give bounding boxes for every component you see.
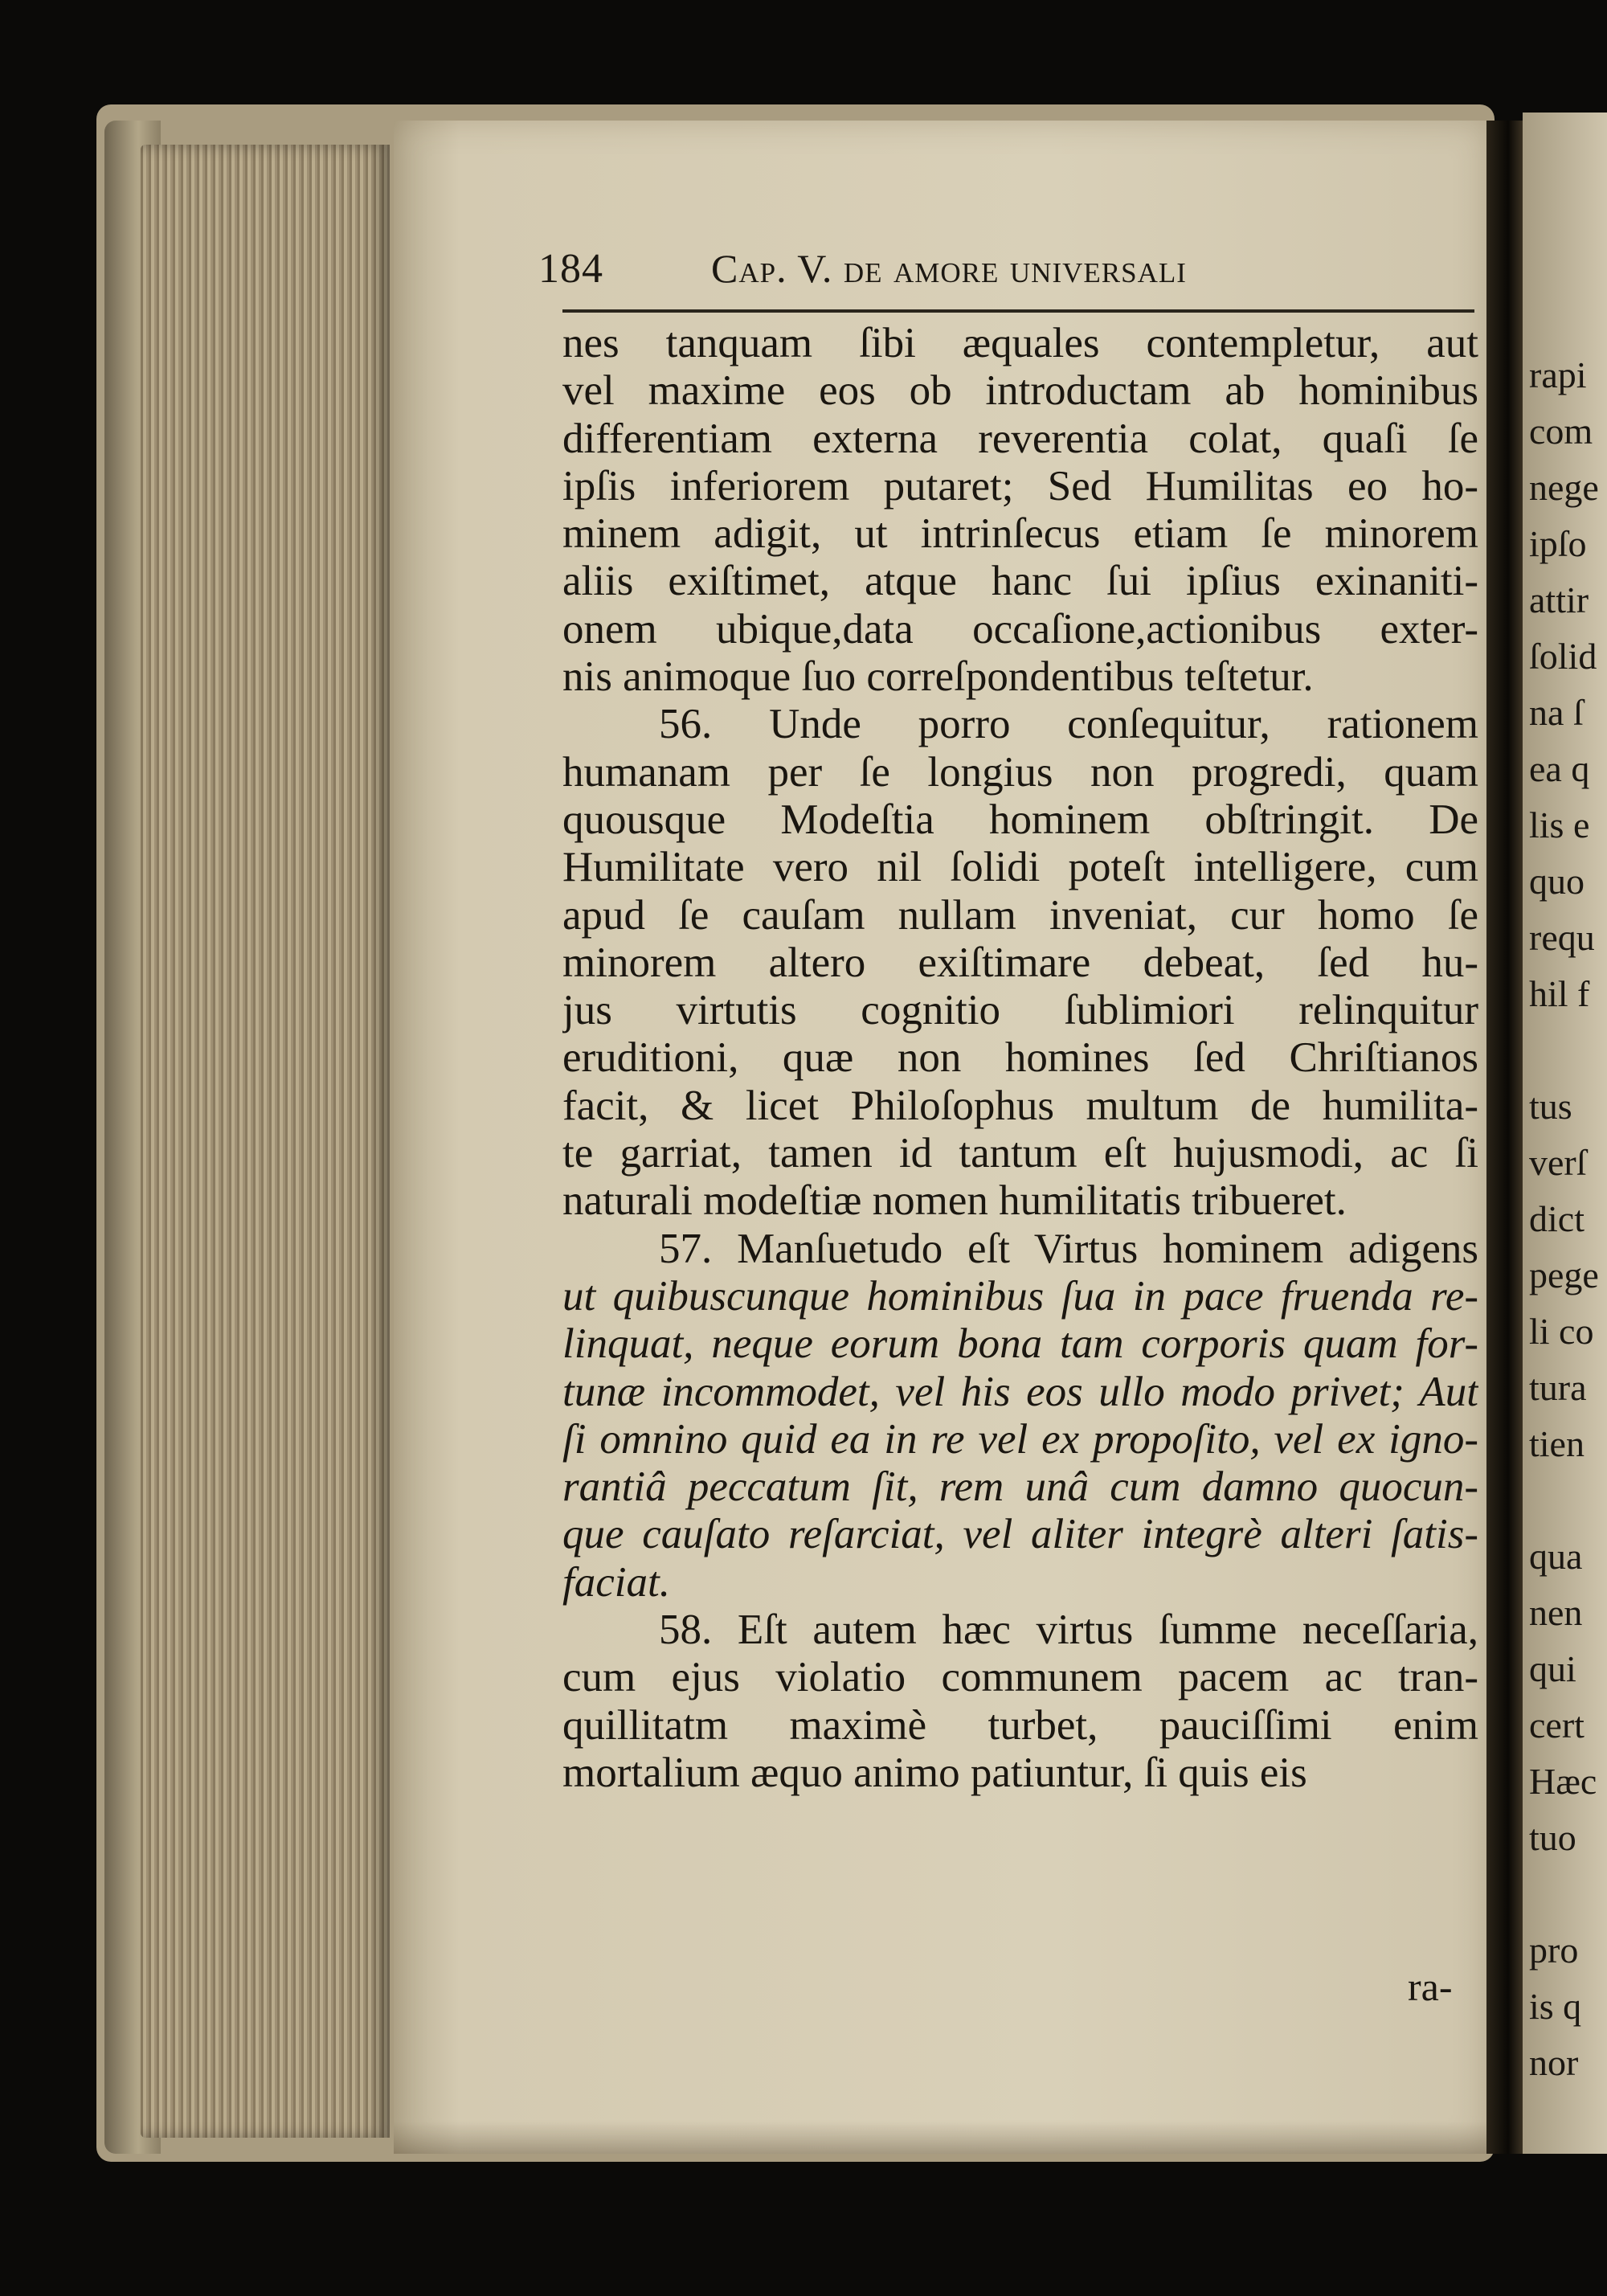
text-line: faciat. (562, 1558, 670, 1606)
text-line: quillitatm maximè turbet, pauciſſimi enim (562, 1701, 1478, 1749)
text-line: 57. Manſuetudo eſt Virtus hominem adigens (659, 1225, 1478, 1272)
text-line: Humilitate vero nil ſolidi poteſt intelligere, cum (562, 844, 1478, 891)
facing-page-text: requ (1529, 917, 1595, 958)
facing-page-fragment (1523, 113, 1607, 2154)
facing-page-text: ea q (1529, 748, 1590, 789)
text-line: tunæ incommodet, vel his eos ullo modo privet; Aut (562, 1368, 1478, 1415)
text-line: apud ſe cauſam nullam inveniat, cur homo ſe (562, 891, 1478, 939)
facing-page-text: verſ (1529, 1142, 1587, 1183)
facing-page-text: qui (1529, 1648, 1576, 1689)
text-line: eruditioni, quæ non homines ſed Chriſtianos (562, 1034, 1478, 1082)
facing-page-text: li co (1529, 1311, 1594, 1352)
facing-page-text: hil f (1529, 973, 1590, 1014)
facing-page-text: tien (1529, 1423, 1585, 1464)
text-line: naturali modeſtiæ nomen humilitatis tribueret. (562, 1177, 1347, 1225)
text-line: que cauſato reſarciat, vel aliter integrè alteri ſatis- (562, 1511, 1478, 1558)
text-line: aliis exiſtimet, atque hanc ſui ipſius exinaniti- (562, 558, 1478, 605)
facing-page-text: dict (1529, 1198, 1585, 1239)
facing-page-text: pege (1529, 1254, 1599, 1295)
text-line: facit, & licet Philoſophus multum de humilita- (562, 1082, 1478, 1129)
page-number: 184 (538, 246, 603, 292)
text-line: minorem altero exiſtimare debeat, ſed hu- (562, 939, 1478, 986)
facing-page-text: cert (1529, 1705, 1585, 1746)
facing-page-text: nege (1529, 467, 1599, 508)
text-line: rantiâ peccatum ſit, rem unâ cum damno quocun- (562, 1463, 1478, 1511)
book-gutter (1486, 121, 1523, 2154)
facing-page-text: quo (1529, 861, 1585, 902)
facing-page-text: qua (1529, 1536, 1583, 1577)
text-line: 58. Eſt autem hæc virtus ſumme neceſſaria, (659, 1606, 1478, 1654)
text-line: jus virtutis cognitio ſublimiori relinquitur (562, 987, 1478, 1034)
page-bottom-shadow (394, 2122, 1486, 2154)
facing-page-text: ipſo (1529, 523, 1587, 564)
facing-page-text: attir (1529, 579, 1589, 620)
text-line: te garriat, tamen id tantum eſt hujusmodi, ac ſi (562, 1130, 1478, 1177)
running-head (538, 245, 1478, 301)
facing-page-text: pro (1529, 1930, 1579, 1971)
text-line: nes tanquam ſibi æquales contempletur, aut (562, 320, 1478, 366)
text-line: onem ubique,data occaſione,actionibus exter- (562, 605, 1478, 653)
facing-page-text: lis e (1529, 804, 1590, 845)
catchword: ra- (1408, 1964, 1453, 2009)
text-line: ſi omnino quid ea in re vel ex propoſito, vel ex igno- (562, 1415, 1478, 1463)
facing-page-text: com (1529, 411, 1593, 452)
facing-page-text: ſolid (1529, 636, 1597, 677)
text-line: cum ejus violatio communem pacem ac tran- (562, 1654, 1478, 1701)
text-line: nis animoque ſuo correſpondentibus teſtetur. (562, 653, 1314, 701)
text-line: minem adigit, ut intrinſecus etiam ſe minorem (562, 510, 1478, 558)
text-line: ipſis inferiorem putaret; Sed Humilitas eo ho- (562, 462, 1478, 510)
text-line: quousque Modeſtia hominem obſtringit. De (562, 796, 1478, 843)
facing-page-text: is q (1529, 1986, 1582, 2027)
text-line: mortalium æquo animo patiuntur, ſi quis eis (562, 1749, 1307, 1796)
facing-page-text: tus (1529, 1086, 1572, 1127)
running-title: Cap. V. de amore universali (711, 246, 1187, 291)
text-line: ut quibuscunque hominibus ſua in pace fruenda re- (562, 1272, 1478, 1320)
text-line: differentiam externa reverentia colat, quaſi ſe (562, 415, 1478, 462)
facing-page-text: rapi (1529, 354, 1587, 395)
facing-page-text: Hæc (1529, 1761, 1597, 1802)
text-line: 56. Unde porro conſequitur, rationem (659, 701, 1478, 748)
text-line: humanam per ſe longius non progredi, quam (562, 748, 1478, 796)
header-rule (562, 309, 1474, 313)
page-block-edges (141, 145, 390, 2138)
facing-page-text: tuo (1529, 1817, 1576, 1858)
facing-page-text: na ſ (1529, 692, 1584, 733)
body-text (562, 320, 1478, 1797)
text-line: vel maxime eos ob introductam ab hominibus (562, 367, 1478, 415)
facing-page-text: nen (1529, 1592, 1583, 1633)
facing-page-text: nor (1529, 2042, 1579, 2083)
text-line: linquat, neque eorum bona tam corporis quam for- (562, 1320, 1478, 1368)
facing-page-text: tura (1529, 1367, 1587, 1408)
